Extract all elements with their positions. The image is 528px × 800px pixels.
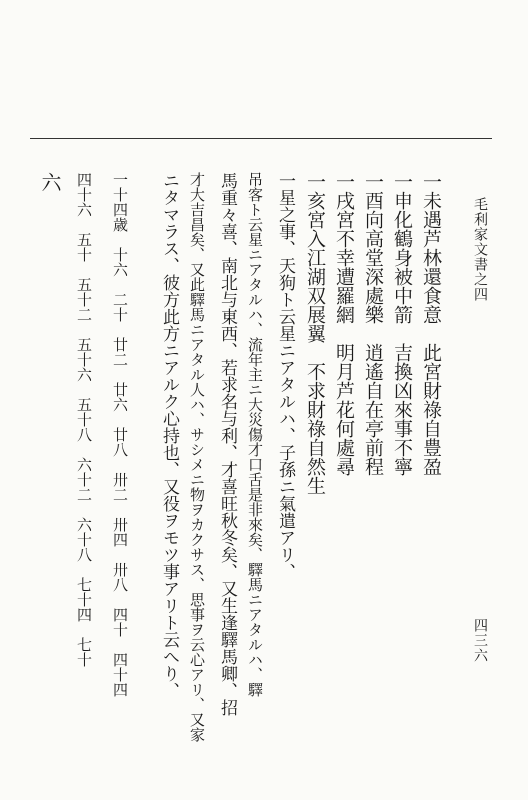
commentary-line-4: 才大吉昌矣、又此驛馬ニアタル人ハ、サシメニ物ヲカクサス、思事ヲ云心アリ、又家 bbox=[188, 172, 206, 742]
commentary-line-2: 吊客ト云星ニアタルハ、流年主ニ大災傷才口舌是非來矣、驛馬ニアタルハ、驛 bbox=[246, 172, 264, 697]
verse-line-1: 一未遇芦林還食意 此宮財祿自豊盈 bbox=[420, 172, 442, 476]
verse-line-3: 一酉向高堂深處樂 逍遙自在亭前程 bbox=[362, 172, 384, 476]
commentary-line-5: ニタマラス、彼方此方ニアルク心持也、又役ヲモツ事アリト云へり、 bbox=[159, 172, 179, 699]
age-list-2: 四十六 五十 五十二 五十六 五十八 六十二 六十八 七十四 七十 bbox=[75, 172, 93, 667]
verse-line-2: 一申化鶴身被中箭 吉換凶來事不寧 bbox=[391, 172, 413, 476]
commentary-line-3: 馬重々喜、南北与東西、若求名与利、才喜旺秋冬矣、又生逢驛馬卿、招 bbox=[217, 172, 237, 716]
verse-line-4: 一戌宮不幸遭羅網 明月芦花何處尋 bbox=[333, 172, 355, 476]
page-number: 四三六 bbox=[472, 618, 488, 663]
age-list-1: 一十四歳 十六 二十 廿二 廿六 廿八 卅二 卅四 卅八 四十 四十四 bbox=[111, 172, 129, 697]
margin-label: 六 bbox=[38, 172, 62, 192]
verse-line-5: 一亥宮入江湖双展翼 不求財祿自然生 bbox=[304, 172, 326, 495]
header-rule bbox=[30, 138, 492, 139]
book-title: 毛利家文書之四 bbox=[472, 197, 488, 302]
commentary-line-1: 一星之事、天狗ト云星ニアタルハ、子孫ニ氣遣アリ、 bbox=[275, 172, 295, 580]
